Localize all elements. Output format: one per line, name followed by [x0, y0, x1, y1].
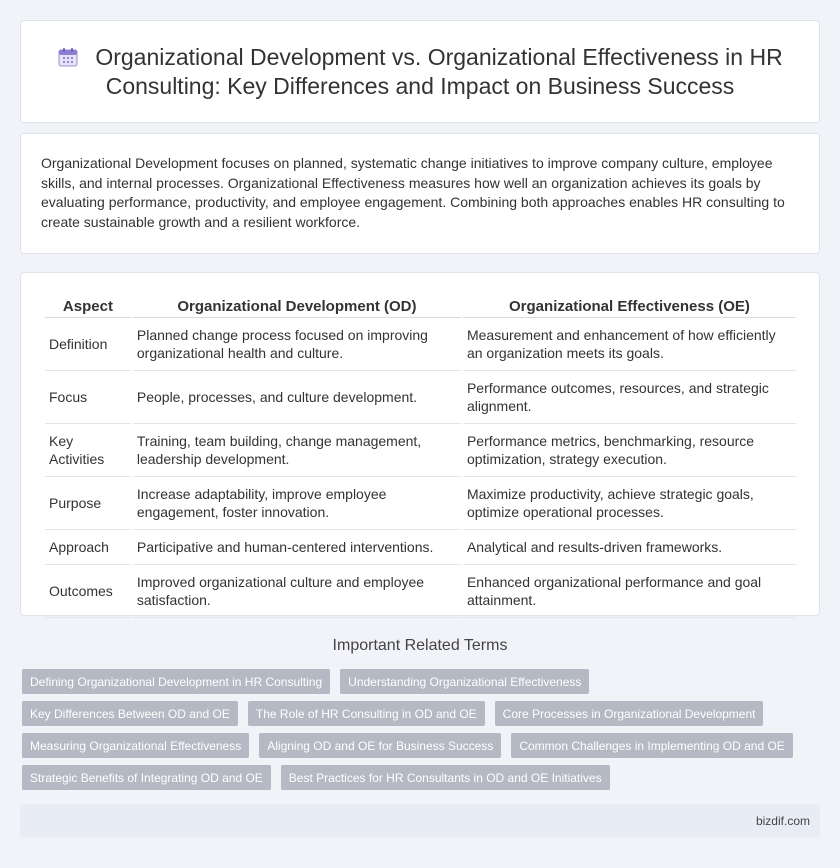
row-od: Participative and human-centered interventions. — [133, 530, 461, 565]
page-title — [50, 43, 790, 101]
related-term-link[interactable]: The Role of HR Consulting in OD and OE — [248, 701, 485, 726]
related-term-link[interactable]: Defining Organizational Development in HR Consulting — [22, 669, 330, 694]
related-term-link[interactable]: Best Practices for HR Consultants in OD and OE Initiatives — [281, 765, 610, 790]
table-header-row — [45, 295, 796, 318]
title-card — [20, 20, 820, 123]
calendar-icon — [57, 46, 79, 68]
table-row — [45, 318, 796, 371]
related-term-link[interactable]: Strategic Benefits of Integrating OD and OE — [22, 765, 271, 790]
related-term-link[interactable]: Measuring Organizational Effectiveness — [22, 733, 249, 758]
table-row — [45, 530, 796, 565]
row-aspect: Purpose — [45, 477, 131, 530]
related-terms-title: Important Related Terms — [332, 637, 508, 654]
intro-paragraph: Organizational Development focuses on planned, systematic change initiatives to improve company culture, employee skills, and internal processes. Organizational Effectiveness measures how well an organization achieves its goals by evaluating performance, productivity, and employee engagement. Combining both approaches enables HR consulting to create sustainable growth and a resilient workforce. — [41, 155, 785, 230]
intro-card — [20, 133, 820, 254]
row-od: Improved organizational culture and employee satisfaction. — [133, 565, 461, 618]
row-oe: Measurement and enhancement of how efficiently an organization meets its goals. — [463, 318, 796, 371]
row-aspect: Approach — [45, 530, 131, 565]
table-row — [45, 477, 796, 530]
row-oe: Enhanced organizational performance and goal attainment. — [463, 565, 796, 618]
header-aspect: Aspect — [45, 295, 131, 318]
row-od: Increase adaptability, improve employee engagement, foster innovation. — [133, 477, 461, 530]
table-row — [45, 565, 796, 618]
row-oe: Performance metrics, benchmarking, resource optimization, strategy execution. — [463, 424, 796, 477]
row-aspect: Key Activities — [45, 424, 131, 477]
row-od: Planned change process focused on improving organizational health and culture. — [133, 318, 461, 371]
header-oe: Organizational Effectiveness (OE) — [463, 295, 796, 318]
row-aspect: Focus — [45, 371, 131, 424]
related-term-link[interactable]: Aligning OD and OE for Business Success — [259, 733, 501, 758]
row-oe: Maximize productivity, achieve strategic goals, optimize operational processes. — [463, 477, 796, 530]
related-term-link[interactable]: Common Challenges in Implementing OD and OE — [511, 733, 792, 758]
table-row — [45, 424, 796, 477]
table-row — [45, 371, 796, 424]
row-oe: Performance outcomes, resources, and strategic alignment. — [463, 371, 796, 424]
related-term-link[interactable]: Key Differences Between OD and OE — [22, 701, 238, 726]
row-od: Training, team building, change management, leadership development. — [133, 424, 461, 477]
comparison-table — [43, 295, 798, 618]
row-aspect: Definition — [45, 318, 131, 371]
comparison-card — [20, 272, 820, 616]
related-term-link[interactable]: Understanding Organizational Effectiveness — [340, 669, 589, 694]
page-title-text: Organizational Development vs. Organizational Effectiveness in HR Consulting: Key Differences and Impact on Business Success — [95, 43, 783, 99]
row-oe: Analytical and results-driven frameworks. — [463, 530, 796, 565]
footer-site-link[interactable]: bizdif.com — [755, 814, 810, 828]
row-aspect: Outcomes — [45, 565, 131, 618]
header-od: Organizational Development (OD) — [133, 295, 461, 318]
footer — [20, 804, 820, 837]
row-od: People, processes, and culture development. — [133, 371, 461, 424]
related-term-link[interactable]: Core Processes in Organizational Development — [495, 701, 764, 726]
related-terms-list — [22, 669, 822, 797]
